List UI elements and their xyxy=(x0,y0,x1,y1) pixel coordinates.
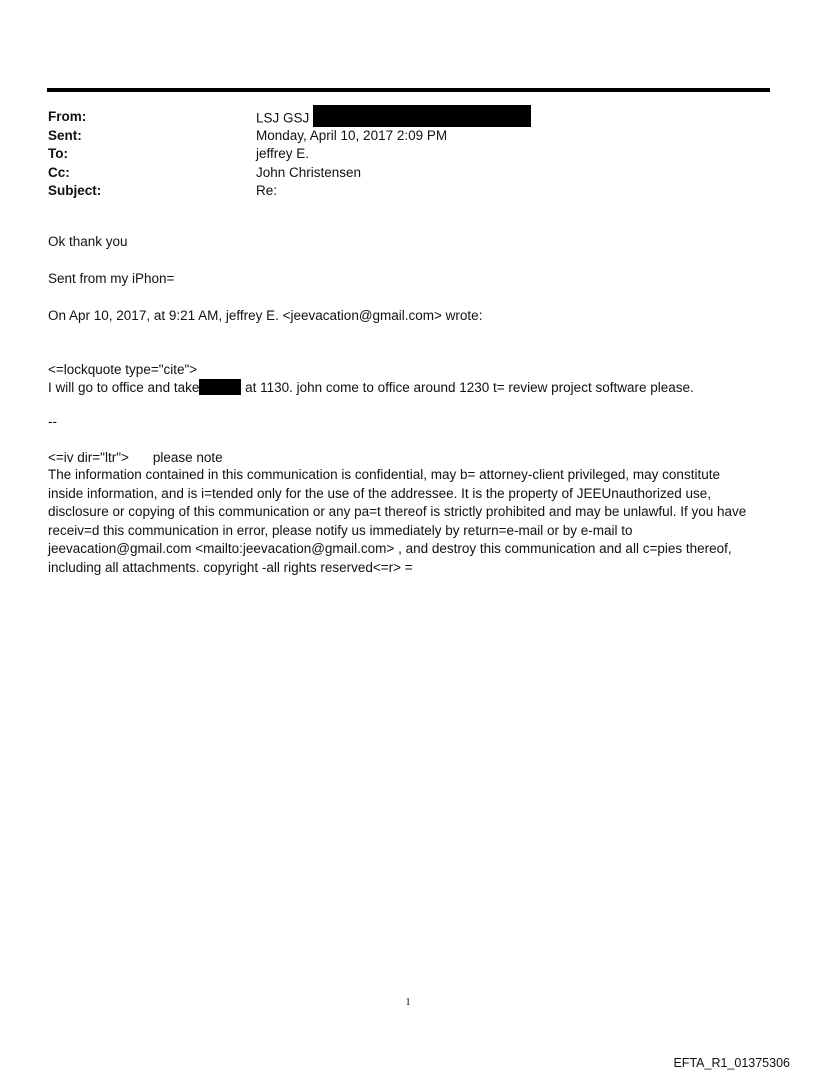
from-value: LSJ GSJ xyxy=(256,110,310,126)
div-tag-text: <=iv dir="ltr"> xyxy=(48,450,129,465)
quoted-message-line xyxy=(48,379,694,398)
to-label: To: xyxy=(48,146,68,161)
cc-row xyxy=(48,164,748,183)
subject-value: Re: xyxy=(256,183,278,198)
cc-value: John Christensen xyxy=(256,164,362,180)
from-row xyxy=(48,108,748,127)
subject-row xyxy=(48,182,748,201)
to-row xyxy=(48,145,748,164)
header-rule xyxy=(47,88,770,92)
to-value: jeffrey E. xyxy=(256,146,310,161)
quote-after-text: at 1130. john come to office around 1230 t= review project software please. xyxy=(241,380,694,395)
body-line-thanks: Ok thank you xyxy=(48,234,128,249)
body-line-quote-intro: On Apr 10, 2017, at 9:21 AM, jeffrey E. <jeevacation@gmail.com> wrote: xyxy=(48,308,483,323)
div-tag-line xyxy=(48,449,223,468)
disclaimer-line: including all attachments. copyright -all rights reserved<=r> = xyxy=(48,559,413,575)
disclaimer-line: The information contained in this communication is confidential, may b= attorney-client privileged, may constitute xyxy=(48,467,720,482)
disclaimer-line: receiv=d this communication in error, please notify us immediately by return=e-mail or by e-mail to xyxy=(48,522,633,538)
disclaimer-line: disclosure or copying of this communication or any pa=t thereof is strictly prohibited and may be unlawful. If you have xyxy=(48,504,747,519)
subject-label: Subject: xyxy=(48,183,102,198)
sent-label: Sent: xyxy=(48,127,82,143)
body-line-signature: Sent from my iPhon= xyxy=(48,271,175,286)
redaction-box xyxy=(199,379,241,395)
sent-value: Monday, April 10, 2017 2:09 PM xyxy=(256,127,448,143)
sent-row xyxy=(48,127,748,146)
email-header xyxy=(48,108,748,201)
document-id: EFTA_R1_01375306 xyxy=(673,1056,790,1070)
signature-separator: -- xyxy=(48,414,57,429)
please-note-text: please note xyxy=(152,450,223,465)
quote-tag-line: <=lockquote type="cite"> xyxy=(48,362,198,377)
disclaimer-line: inside information, and is i=tended only for the use of the addressee. It is the property of JEEUnauthorized use, xyxy=(48,485,712,501)
page-number: 1 xyxy=(405,996,411,1008)
disclaimer-line: jeevacation@gmail.com <mailto:jeevacation@gmail.com> , and destroy this communication and all c=pies thereof, xyxy=(48,541,732,556)
quote-before-text: I will go to office and take xyxy=(48,380,200,395)
confidentiality-disclaimer xyxy=(48,466,770,577)
from-label: From: xyxy=(48,109,87,124)
redaction-box xyxy=(313,105,531,127)
cc-label: Cc: xyxy=(48,164,70,180)
